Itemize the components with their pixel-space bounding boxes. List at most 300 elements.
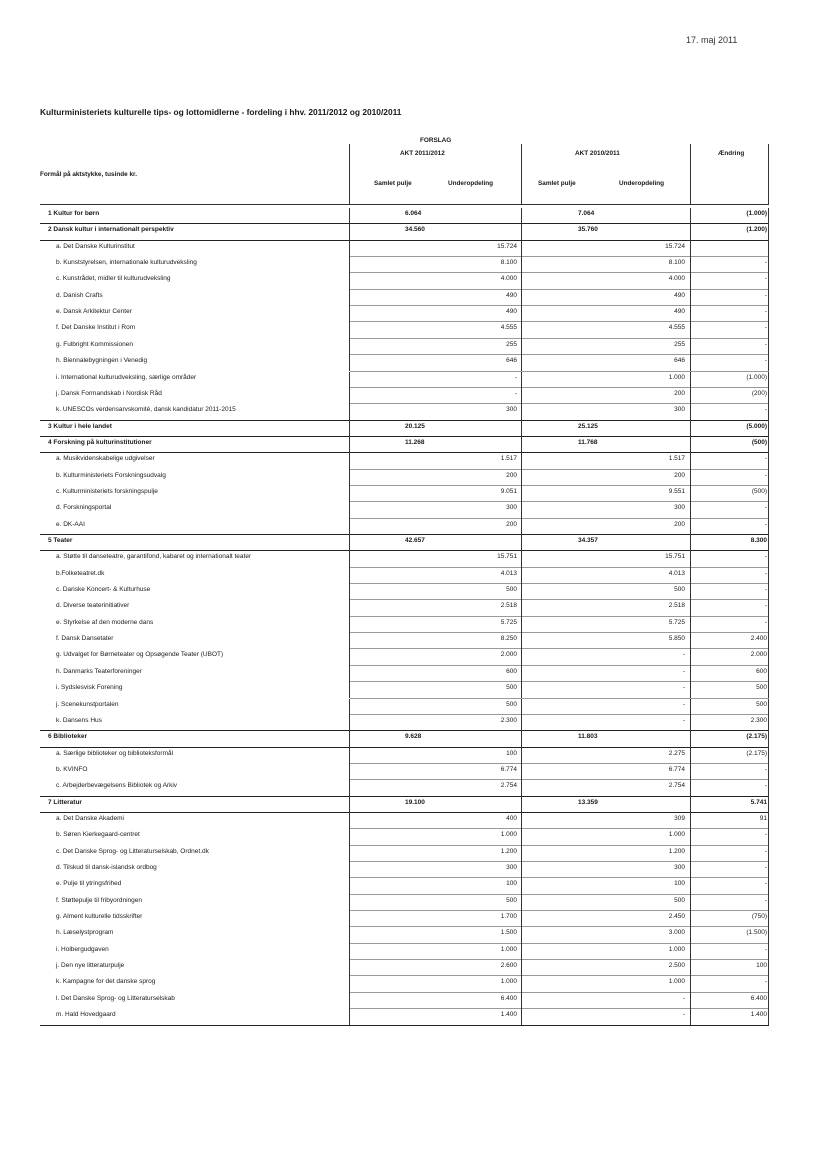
- cell-underopdeling-2011: 600: [506, 667, 517, 675]
- cell-underopdeling-2011: -: [514, 373, 517, 381]
- cell-aendring: -: [764, 586, 767, 594]
- row-label: 6 Biblioteker: [48, 733, 88, 741]
- cell-underopdeling-2011: 200: [506, 520, 517, 528]
- grid-line: [349, 682, 350, 698]
- table-row: [0, 829, 826, 845]
- table-row: [0, 944, 826, 960]
- table-row: [0, 600, 826, 616]
- grid-line: [690, 551, 691, 567]
- cell-underopdeling-2011: 500: [506, 700, 517, 708]
- cell-aendring: (1.200): [746, 226, 767, 234]
- grid-line: [521, 306, 522, 322]
- row-label: a. Det Danske Akademi: [56, 814, 124, 822]
- cell-underopdeling-2011: 2.600: [500, 962, 517, 970]
- grid-line: [521, 829, 522, 845]
- row-label: b. KVINFO: [56, 765, 88, 773]
- cell-underopdeling-2010: 255: [674, 340, 685, 348]
- table-row: [0, 486, 826, 502]
- row-label: f. Dansk Dansetater: [56, 635, 114, 643]
- grid-line: [521, 927, 522, 943]
- section-row: [0, 437, 826, 453]
- grid-line: [349, 208, 350, 224]
- grid-line: [349, 846, 350, 862]
- cell-aendring: 6.400: [750, 994, 767, 1002]
- grid-line: [521, 813, 522, 829]
- grid-line: [521, 780, 522, 796]
- grid-line: [768, 764, 769, 780]
- grid-line: [768, 829, 769, 845]
- row-label: c. Kunstrådet, midler til kulturudveksling: [56, 275, 171, 283]
- grid-line: [768, 780, 769, 796]
- grid-line: [690, 584, 691, 600]
- cell-underopdeling-2011: 2.518: [500, 602, 517, 610]
- section-row: [0, 797, 826, 813]
- cell-underopdeling-2010: 1.200: [668, 847, 685, 855]
- grid-line: [768, 208, 769, 224]
- grid-line: [349, 764, 350, 780]
- cell-aendring: 5.741: [750, 798, 767, 806]
- cell-underopdeling-2010: 4.013: [668, 569, 685, 577]
- cell-aendring: -: [764, 291, 767, 299]
- grid-line: [690, 1009, 691, 1025]
- row-separator: [40, 1025, 769, 1026]
- table-row: [0, 748, 826, 764]
- cell-underopdeling-2011: 500: [506, 896, 517, 904]
- grid-line: [349, 911, 350, 927]
- grid-line: [521, 797, 522, 813]
- grid-line: [521, 339, 522, 355]
- grid-line: [349, 813, 350, 829]
- grid-line: [690, 144, 691, 204]
- cell-aendring: -: [764, 864, 767, 871]
- row-label: 7 Litteratur: [48, 798, 82, 806]
- grid-line: [521, 273, 522, 289]
- cell-underopdeling-2011: 6.774: [500, 765, 517, 773]
- cell-underopdeling-2010: -: [682, 1011, 685, 1019]
- row-label: c. Danske Koncert- & Kulturhuse: [56, 586, 151, 594]
- grid-line: [768, 666, 769, 682]
- cell-underopdeling-2010: 2.754: [668, 782, 685, 790]
- grid-line: [349, 600, 350, 616]
- grid-line: [768, 813, 769, 829]
- grid-line: [349, 404, 350, 420]
- grid-line: [690, 273, 691, 289]
- grid-line: [690, 976, 691, 992]
- row-label: g. Udvalget for Børneteater og Opsøgende Teater (UBOT): [56, 651, 224, 659]
- grid-line: [768, 470, 769, 486]
- grid-line: [690, 878, 691, 894]
- cell-underopdeling-2011: 1.000: [500, 978, 517, 986]
- table-row: [0, 404, 826, 420]
- grid-line: [349, 976, 350, 992]
- cell-aendring: 600: [756, 667, 767, 675]
- grid-line: [690, 502, 691, 518]
- grid-line: [768, 519, 769, 535]
- cell-underopdeling-2011: 1.500: [500, 929, 517, 937]
- grid-line: [349, 944, 350, 960]
- grid-line: [521, 322, 522, 338]
- cell-aendring: -: [764, 275, 767, 283]
- grid-line: [349, 927, 350, 943]
- cell-underopdeling-2010: -: [682, 684, 685, 692]
- table-row: [0, 339, 826, 355]
- row-label: 3 Kultur i hele landet: [48, 422, 112, 430]
- cell-underopdeling-2011: 8.250: [500, 635, 517, 643]
- cell-aendring: -: [764, 978, 767, 986]
- cell-underopdeling-2010: 490: [674, 291, 685, 299]
- grid-line: [690, 453, 691, 469]
- grid-line: [690, 649, 691, 665]
- cell-samlet-pulje-2011: 19.100: [405, 798, 425, 806]
- grid-line: [768, 895, 769, 911]
- table-row: [0, 960, 826, 976]
- header-underopdeling-2010: Underopdeling: [619, 180, 665, 187]
- table-row: [0, 1009, 826, 1025]
- section-row: [0, 731, 826, 747]
- cell-aendring: -: [764, 455, 767, 463]
- grid-line: [521, 682, 522, 698]
- section-row: [0, 208, 826, 224]
- table-row: [0, 682, 826, 698]
- cell-aendring: -: [764, 765, 767, 773]
- cell-aendring: (500): [751, 438, 767, 446]
- grid-line: [690, 519, 691, 535]
- grid-line: [690, 633, 691, 649]
- grid-line: [768, 355, 769, 371]
- table-row: [0, 519, 826, 535]
- grid-line: [521, 699, 522, 715]
- header-akt-2011: AKT 2011/2012: [400, 150, 445, 157]
- cell-aendring: (200): [751, 389, 767, 397]
- grid-line: [768, 388, 769, 404]
- grid-line: [521, 731, 522, 747]
- table-row: [0, 551, 826, 567]
- grid-line: [690, 617, 691, 633]
- grid-line: [349, 715, 350, 731]
- grid-line: [521, 404, 522, 420]
- cell-underopdeling-2010: 4.000: [668, 275, 685, 283]
- grid-line: [349, 388, 350, 404]
- grid-line: [768, 715, 769, 731]
- grid-line: [768, 273, 769, 289]
- cell-underopdeling-2011: 2.754: [500, 782, 517, 790]
- grid-line: [768, 306, 769, 322]
- cell-underopdeling-2011: 300: [506, 864, 517, 871]
- grid-line: [768, 290, 769, 306]
- table-row: [0, 453, 826, 469]
- grid-line: [768, 404, 769, 420]
- grid-line: [768, 862, 769, 878]
- cell-aendring: (1.000): [746, 210, 767, 217]
- table-row: [0, 502, 826, 518]
- cell-underopdeling-2011: 100: [506, 749, 517, 757]
- grid-line: [768, 911, 769, 927]
- row-label: e. Dansk Arkitektur Center: [56, 308, 132, 316]
- section-row: [0, 224, 826, 240]
- grid-line: [521, 144, 522, 204]
- cell-underopdeling-2011: 1.200: [500, 847, 517, 855]
- cell-aendring: 8.300: [750, 537, 767, 544]
- grid-line: [690, 290, 691, 306]
- grid-line: [768, 600, 769, 616]
- grid-line: [349, 780, 350, 796]
- grid-line: [690, 322, 691, 338]
- table-row: [0, 895, 826, 911]
- table-row: [0, 273, 826, 289]
- grid-line: [521, 666, 522, 682]
- cell-underopdeling-2011: 490: [506, 308, 517, 316]
- cell-underopdeling-2010: 100: [674, 880, 685, 888]
- cell-underopdeling-2010: -: [682, 667, 685, 675]
- grid-line: [521, 764, 522, 780]
- grid-line: [768, 633, 769, 649]
- header-underopdeling-2011: Underopdeling: [448, 180, 494, 187]
- cell-underopdeling-2010: 2.450: [668, 913, 685, 921]
- grid-line: [521, 600, 522, 616]
- cell-aendring: 500: [756, 700, 767, 708]
- grid-line: [521, 911, 522, 927]
- grid-line: [521, 976, 522, 992]
- row-label: d. Tilskud til dansk-islandsk ordbog: [56, 864, 157, 871]
- row-label: a. Særlige biblioteker og biblioteksformål: [56, 749, 174, 757]
- cell-underopdeling-2011: 1.000: [500, 945, 517, 953]
- grid-line: [349, 519, 350, 535]
- grid-line: [521, 437, 522, 453]
- cell-underopdeling-2010: 3.000: [668, 929, 685, 937]
- row-label: b. Søren Kierkegaard-centret: [56, 831, 140, 839]
- table-row: [0, 699, 826, 715]
- cell-aendring: 100: [756, 962, 767, 970]
- cell-samlet-pulje-2010: 34.357: [578, 537, 598, 544]
- grid-line: [349, 535, 350, 551]
- row-label: m. Hald Hovedgaard: [56, 1011, 116, 1019]
- cell-underopdeling-2011: 6.400: [500, 994, 517, 1002]
- grid-line: [349, 486, 350, 502]
- cell-underopdeling-2011: -: [514, 389, 517, 397]
- cell-underopdeling-2010: 309: [674, 814, 685, 822]
- table-row: [0, 649, 826, 665]
- cell-underopdeling-2010: 1.000: [668, 831, 685, 839]
- header-forslag: FORSLAG: [420, 137, 452, 144]
- table-row: [0, 306, 826, 322]
- cell-samlet-pulje-2011: 20.125: [405, 422, 425, 430]
- grid-line: [349, 437, 350, 453]
- cell-underopdeling-2011: 1.000: [500, 831, 517, 839]
- grid-line: [521, 862, 522, 878]
- cell-underopdeling-2010: 15.724: [665, 242, 685, 250]
- grid-line: [768, 960, 769, 976]
- grid-line: [521, 633, 522, 649]
- cell-aendring: (5.000): [746, 422, 767, 430]
- grid-line: [690, 224, 691, 240]
- table-row: [0, 470, 826, 486]
- grid-line: [521, 290, 522, 306]
- grid-line: [768, 878, 769, 894]
- grid-line: [768, 649, 769, 665]
- grid-line: [349, 355, 350, 371]
- cell-aendring: (500): [751, 487, 767, 495]
- grid-line: [690, 731, 691, 747]
- cell-samlet-pulje-2010: 7.064: [578, 210, 595, 217]
- grid-line: [521, 486, 522, 502]
- row-label: i. Holbergudgaven: [56, 945, 109, 953]
- grid-line: [521, 355, 522, 371]
- grid-line: [349, 797, 350, 813]
- header-akt-2010: AKT 2010/2011: [575, 150, 620, 157]
- cell-underopdeling-2011: 8.100: [500, 259, 517, 267]
- grid-line: [690, 257, 691, 273]
- grid-line: [521, 257, 522, 273]
- grid-line: [349, 257, 350, 273]
- cell-underopdeling-2010: 2.500: [668, 962, 685, 970]
- cell-aendring: 91: [759, 814, 767, 822]
- grid-line: [690, 486, 691, 502]
- cell-aendring: 500: [756, 684, 767, 692]
- page-title: Kulturministeriets kulturelle tips- og lottomidlerne - fordeling i hhv. 2011/2012 og 2010/2011: [40, 107, 402, 117]
- cell-underopdeling-2010: 500: [674, 586, 685, 594]
- cell-aendring: -: [764, 324, 767, 332]
- cell-underopdeling-2011: 4.000: [500, 275, 517, 283]
- grid-line: [768, 535, 769, 551]
- grid-line: [349, 339, 350, 355]
- grid-line: [349, 666, 350, 682]
- grid-line: [349, 1009, 350, 1025]
- grid-line: [690, 797, 691, 813]
- cell-samlet-pulje-2011: 42.657: [405, 537, 425, 544]
- table-row: [0, 911, 826, 927]
- grid-line: [521, 535, 522, 551]
- grid-line: [521, 224, 522, 240]
- table-row: [0, 993, 826, 1009]
- row-label: 1 Kultur for børn: [48, 210, 100, 217]
- row-label: f. Støttepulje til fribyordningen: [56, 896, 142, 904]
- cell-samlet-pulje-2010: 25.125: [578, 422, 598, 430]
- grid-line: [690, 780, 691, 796]
- row-label: b. Kunststyrelsen, internationale kulturudveksling: [56, 259, 197, 267]
- grid-line: [768, 453, 769, 469]
- cell-underopdeling-2011: 4.013: [500, 569, 517, 577]
- table-row: [0, 388, 826, 404]
- cell-underopdeling-2010: 300: [674, 864, 685, 871]
- grid-line: [768, 731, 769, 747]
- cell-aendring: -: [764, 520, 767, 528]
- grid-line: [349, 551, 350, 567]
- grid-line: [768, 927, 769, 943]
- cell-aendring: (1.000): [746, 373, 767, 381]
- grid-line: [349, 144, 350, 204]
- grid-line: [690, 748, 691, 764]
- grid-line: [521, 993, 522, 1009]
- grid-line: [521, 388, 522, 404]
- cell-underopdeling-2011: 500: [506, 586, 517, 594]
- section-row: [0, 535, 826, 551]
- header-samlet-pulje-2011: Samlet pulje: [374, 180, 412, 187]
- cell-underopdeling-2010: 300: [674, 406, 685, 414]
- table-row: [0, 290, 826, 306]
- cell-samlet-pulje-2011: 34.560: [405, 226, 425, 234]
- grid-line: [349, 895, 350, 911]
- row-label: 2 Dansk kultur i internationalt perspektiv: [48, 226, 174, 234]
- cell-underopdeling-2011: 300: [506, 504, 517, 512]
- grid-line: [768, 993, 769, 1009]
- grid-line: [690, 699, 691, 715]
- cell-aendring: -: [764, 602, 767, 610]
- grid-line: [690, 241, 691, 257]
- grid-line: [349, 290, 350, 306]
- grid-line: [521, 944, 522, 960]
- cell-underopdeling-2011: 15.724: [497, 242, 517, 250]
- grid-line: [768, 699, 769, 715]
- grid-line: [349, 453, 350, 469]
- table-row: [0, 633, 826, 649]
- cell-underopdeling-2010: 1.000: [668, 373, 685, 381]
- row-label: j. Scenekunstportalen: [56, 700, 119, 708]
- grid-line: [690, 927, 691, 943]
- cell-aendring: -: [764, 357, 767, 365]
- grid-line: [349, 372, 350, 388]
- grid-line: [690, 862, 691, 878]
- grid-line: [768, 584, 769, 600]
- cell-samlet-pulje-2010: 11.803: [578, 733, 598, 741]
- table-row: [0, 862, 826, 878]
- cell-aendring: -: [764, 471, 767, 479]
- grid-line: [349, 224, 350, 240]
- cell-samlet-pulje-2011: 9.628: [405, 733, 422, 741]
- grid-line: [690, 682, 691, 698]
- grid-line: [690, 600, 691, 616]
- table-row: [0, 715, 826, 731]
- cell-samlet-pulje-2010: 35.760: [578, 226, 598, 234]
- table-row: [0, 666, 826, 682]
- row-label: c. Kulturministeriets forskningspulje: [56, 487, 158, 495]
- row-label: f. Det Danske Institut i Rom: [56, 324, 136, 332]
- grid-line: [521, 568, 522, 584]
- grid-line: [690, 470, 691, 486]
- cell-underopdeling-2010: 200: [674, 389, 685, 397]
- grid-line: [521, 519, 522, 535]
- row-label: h. Danmarks Teaterforeninger: [56, 667, 142, 675]
- table-row: [0, 584, 826, 600]
- row-label: e. Pulje til ytringsfrihed: [56, 880, 122, 888]
- grid-line: [349, 470, 350, 486]
- grid-line: [521, 878, 522, 894]
- cell-aendring: -: [764, 880, 767, 888]
- section-row: [0, 421, 826, 437]
- grid-line: [521, 502, 522, 518]
- document-date: 17. maj 2011: [686, 35, 738, 45]
- cell-underopdeling-2011: 1.700: [500, 913, 517, 921]
- cell-aendring: (1.500): [746, 929, 767, 937]
- row-label: g. Alment kulturelle tidsskrifter: [56, 913, 143, 921]
- cell-underopdeling-2011: 400: [506, 814, 517, 822]
- grid-line: [690, 666, 691, 682]
- grid-line: [690, 535, 691, 551]
- row-label: 5 Teater: [48, 537, 73, 544]
- cell-underopdeling-2011: 200: [506, 471, 517, 479]
- row-label: j. Den nye litteraturpulje: [56, 962, 125, 970]
- cell-aendring: -: [764, 945, 767, 953]
- grid-line: [768, 846, 769, 862]
- header-formaal: Formål på aktstykke, tusinde kr.: [40, 171, 137, 178]
- cell-underopdeling-2010: 6.774: [668, 765, 685, 773]
- cell-aendring: -: [764, 553, 767, 561]
- grid-line: [690, 960, 691, 976]
- cell-underopdeling-2010: 500: [674, 896, 685, 904]
- cell-underopdeling-2011: 9.051: [500, 487, 517, 495]
- cell-underopdeling-2010: 490: [674, 308, 685, 316]
- table-row: [0, 617, 826, 633]
- grid-line: [521, 453, 522, 469]
